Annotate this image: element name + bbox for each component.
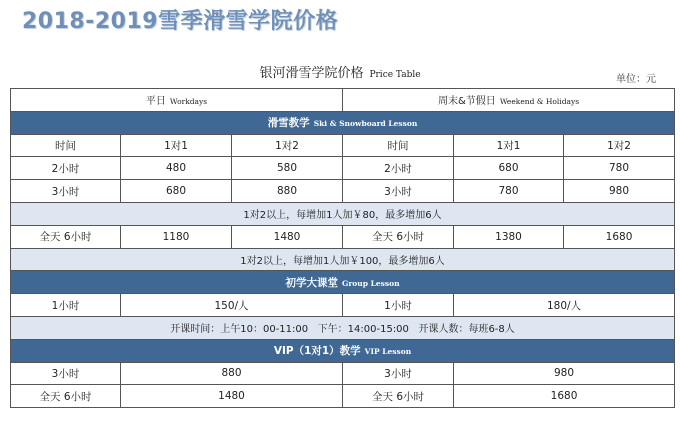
section-vip-label: VIP（1对1）教学 VIP Lesson [11, 339, 675, 362]
cell-price: 780 [454, 180, 564, 203]
col-1v2-wd: 1对2 [232, 134, 343, 157]
table-row [11, 362, 675, 385]
cell-price: 780 [564, 157, 675, 180]
cell-time: 2小时 [11, 157, 121, 180]
section-group-lesson [11, 271, 675, 294]
section-vip-lesson [11, 339, 675, 362]
cell-time: 1小时 [11, 294, 121, 317]
section-group-label: 初学大课堂 Group Lesson [11, 271, 675, 294]
cell-time: 全天 6小时 [11, 225, 121, 248]
unit-label: 单位：元 [616, 74, 656, 85]
cell-price: 1480 [121, 385, 343, 408]
header-row [11, 89, 675, 112]
cell-price: 180/人 [454, 294, 675, 317]
table-row [11, 294, 675, 317]
cell-price: 680 [121, 180, 232, 203]
cell-price: 1180 [121, 225, 232, 248]
cell-price: 1680 [564, 225, 675, 248]
table-row [11, 157, 675, 180]
cell-time: 全天 6小时 [11, 385, 121, 408]
cell-time: 3小时 [343, 362, 454, 385]
cell-price: 980 [564, 180, 675, 203]
cell-time: 全天 6小时 [343, 385, 454, 408]
price-table [10, 88, 675, 408]
table-title-en: Price Table [369, 70, 421, 80]
group-schedule-note: 开课时间：上午10：00-11:00 下午：14:00-15:00 开课人数：每班6-8人 [11, 316, 675, 339]
section-ski-lesson [11, 111, 675, 134]
cell-price: 880 [232, 180, 343, 203]
cell-price: 150/人 [121, 294, 343, 317]
col-1v1-we: 1对1 [454, 134, 564, 157]
weekend-header: 周末&节假日 Weekend & Holidays [343, 89, 675, 112]
cell-time: 3小时 [11, 362, 121, 385]
page-title: 2018-2019雪季滑雪学院价格 [22, 9, 339, 34]
cell-price: 580 [232, 157, 343, 180]
note-row [11, 248, 675, 271]
cell-time: 1小时 [343, 294, 454, 317]
col-time-we: 时间 [343, 134, 454, 157]
note-row [11, 316, 675, 339]
cell-time: 全天 6小时 [343, 225, 454, 248]
workdays-header: 平日 Workdays [11, 89, 343, 112]
note-row [11, 202, 675, 225]
cell-price: 680 [454, 157, 564, 180]
cell-price: 1680 [454, 385, 675, 408]
table-title-zh: 银河滑雪学院价格 [259, 66, 364, 81]
table-title [0, 62, 680, 81]
table-row [11, 225, 675, 248]
column-header-row [11, 134, 675, 157]
col-1v2-we: 1对2 [564, 134, 675, 157]
extra-person-note-2: 1对2以上，每增加1人加￥100，最多增加6人 [11, 248, 675, 271]
cell-price: 880 [121, 362, 343, 385]
cell-time: 2小时 [343, 157, 454, 180]
section-ski-label: 滑雪教学 Ski & Snowboard Lesson [11, 111, 675, 134]
cell-price: 1380 [454, 225, 564, 248]
col-time-wd: 时间 [11, 134, 121, 157]
col-1v1-wd: 1对1 [121, 134, 232, 157]
cell-price: 480 [121, 157, 232, 180]
extra-person-note-1: 1对2以上，每增加1人加￥80，最多增加6人 [11, 202, 675, 225]
cell-time: 3小时 [343, 180, 454, 203]
table-row [11, 180, 675, 203]
cell-time: 3小时 [11, 180, 121, 203]
cell-price: 980 [454, 362, 675, 385]
cell-price: 1480 [232, 225, 343, 248]
table-row [11, 385, 675, 408]
